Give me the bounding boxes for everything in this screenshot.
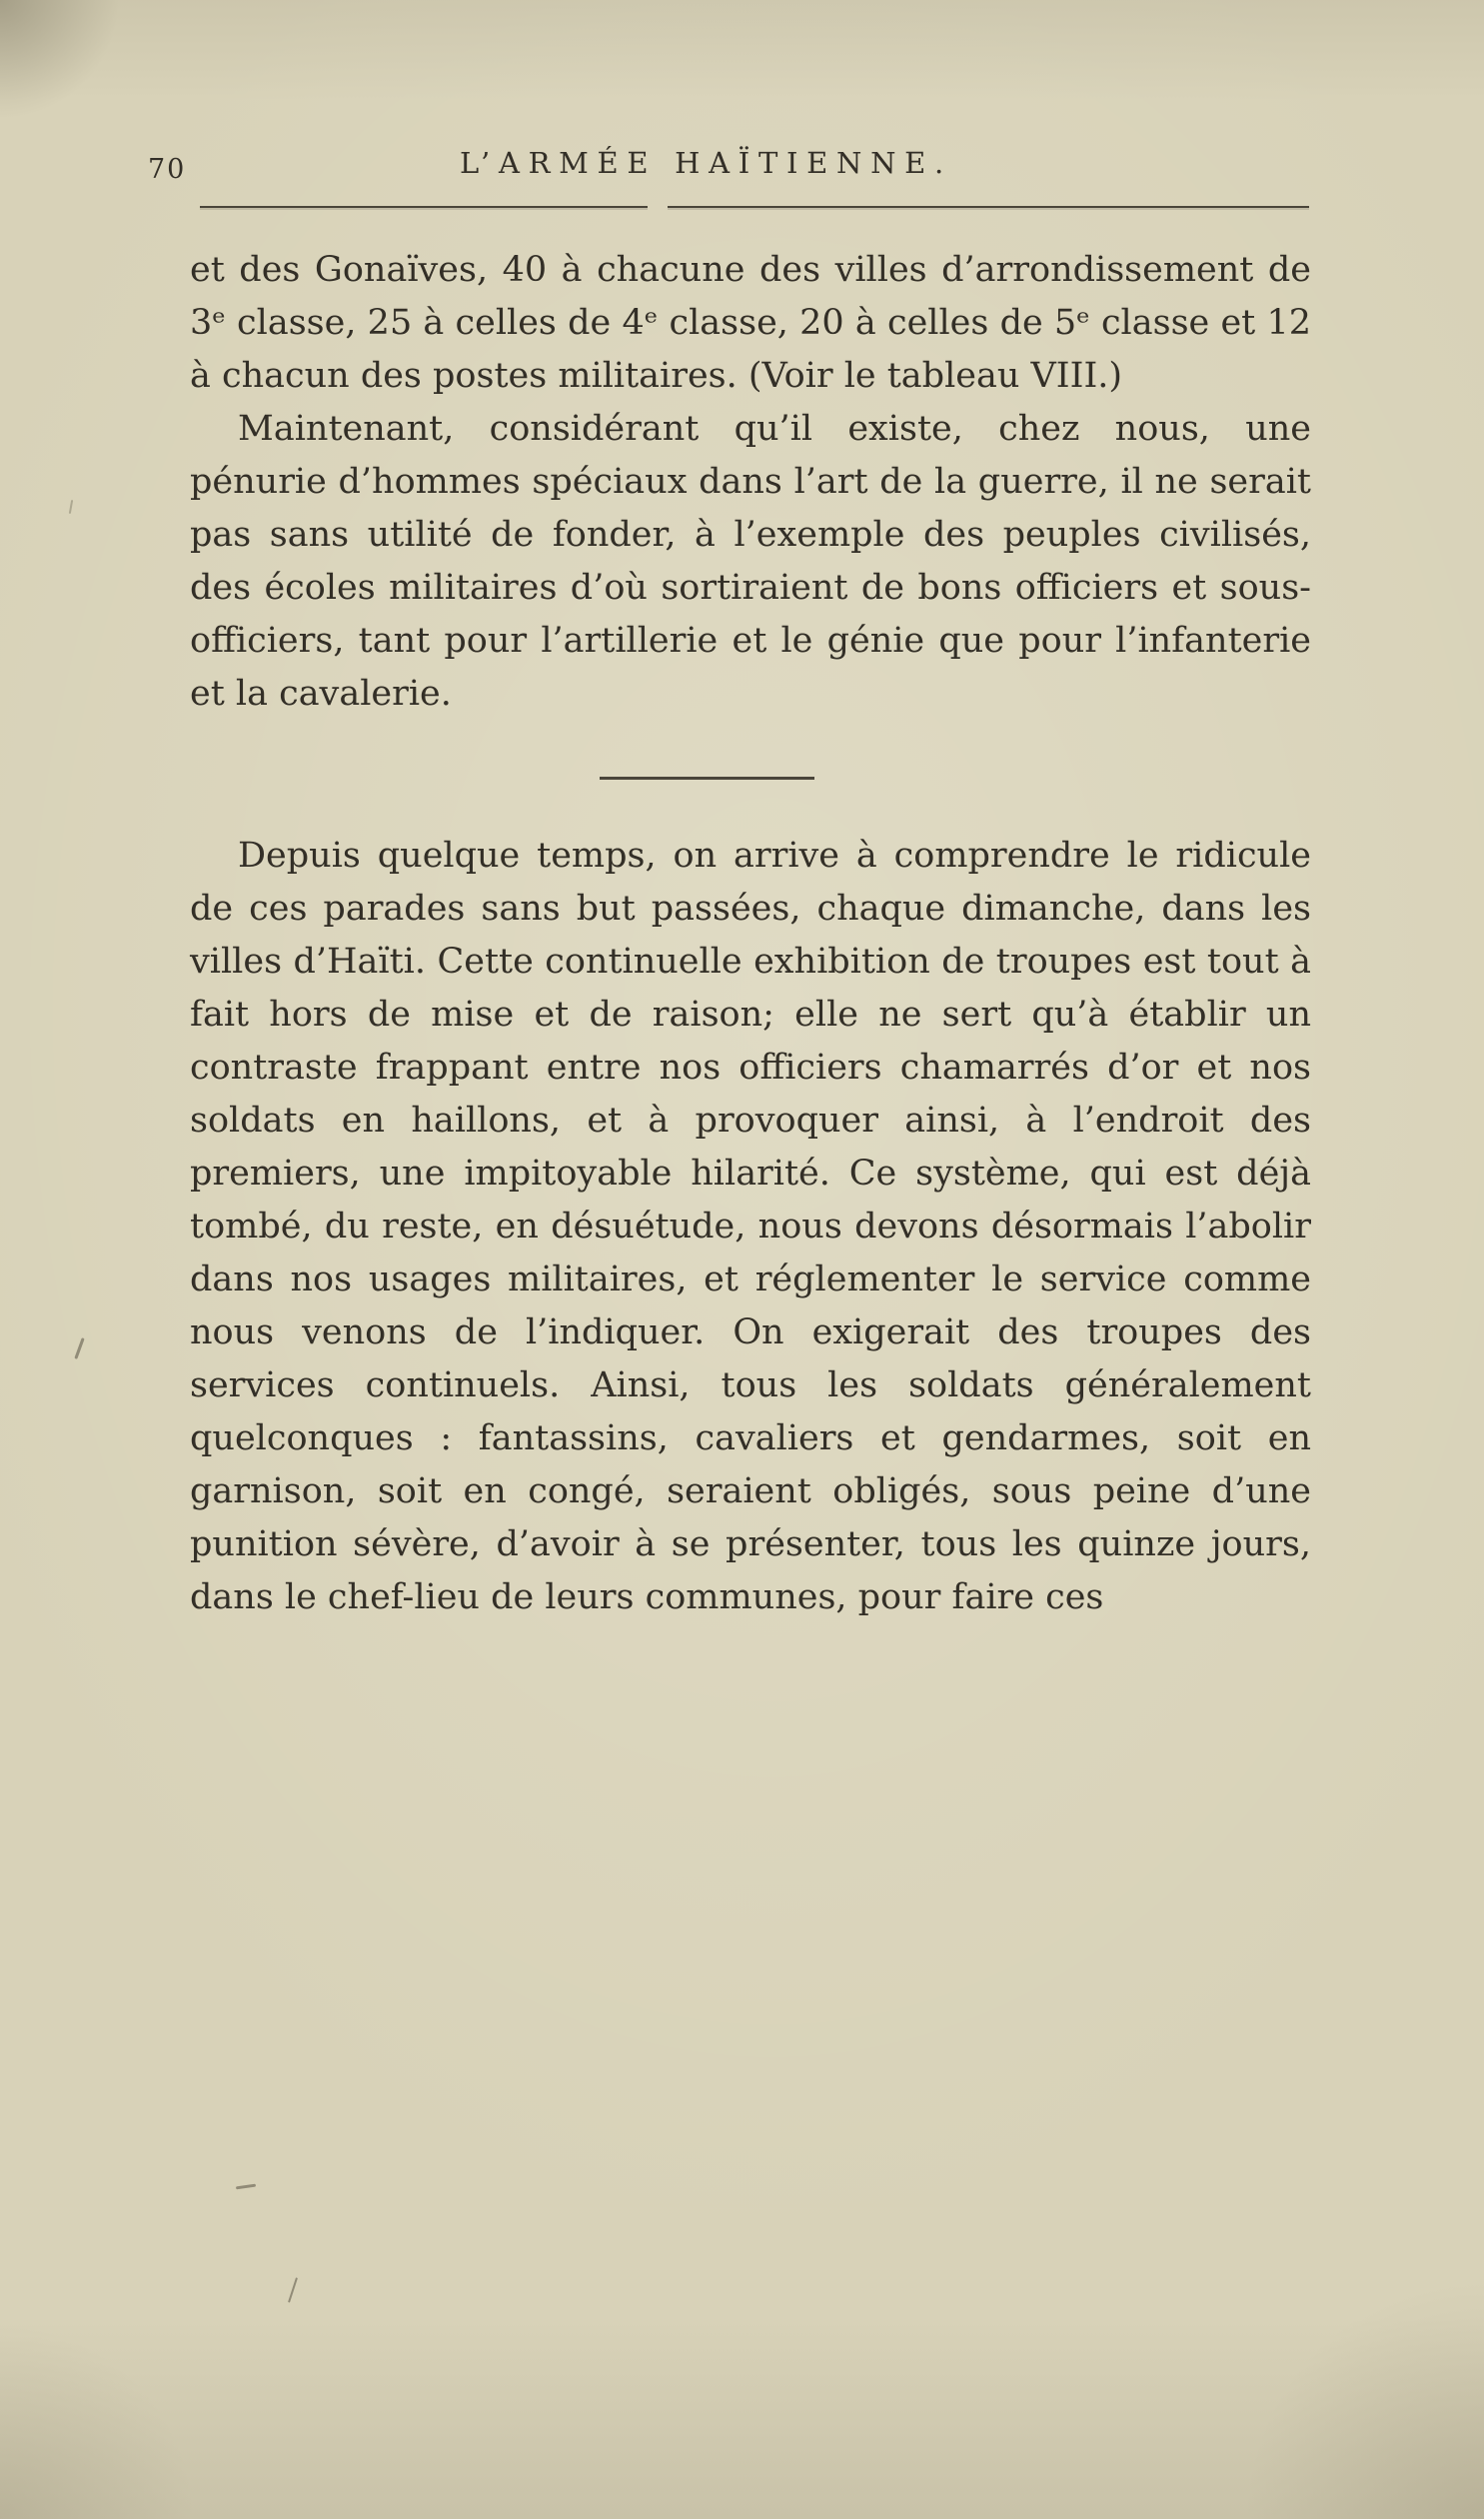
header-rule-left-segment — [200, 206, 648, 208]
running-title: L’ARMÉE HAÏTIENNE. — [460, 146, 952, 180]
scan-artifact — [288, 2277, 298, 2302]
paragraph-continuation: et des Gonaïves, 40 à chacune des villes d’arrondissement de 3ᵉ classe, 25 à celles de 4ᵉ classe, 20 à celles de 5ᵉ classe et 12 à chacun des postes militaires. (Voir le tableau VIII.) — [190, 250, 1311, 396]
page-header — [148, 146, 1264, 188]
header-rule-right-segment — [668, 206, 1309, 208]
scan-artifact — [236, 2184, 256, 2190]
scan-artifact — [74, 1337, 84, 1359]
section-divider-rule — [600, 777, 814, 780]
header-rule — [200, 206, 1309, 208]
text-block — [190, 244, 1311, 1624]
scan-artifact — [69, 500, 73, 514]
paragraph-parades: Depuis quelque temps, on arrive à comprendre le ridicule de ces parades sans but passées, chaque dimanche, dans les villes d’Haïti. Cette continuelle exhibition de troupes est tout à fait hors de mise et de raison; elle ne sert qu’à établir un contraste frappant entre nos officiers chamarrés d’or et nos soldats en haillons, et à provoquer ainsi, à l’endroit des premiers, une impitoyable hilarité. Ce système, qui est déjà tombé, du reste, en désuétude, nous devons désormais l’abolir dans nos usages militaires, et réglementer le service comme nous venons de l’indiquer. On exigerait des troupes des services continuels. Ainsi, tous les soldats généralement quelconques : fantassins, cavaliers et gendarmes, soit en garnison, soit en congé, seraient obligés, sous peine d’une punition sévère, d’avoir à se présenter, tous les quinze jours, dans le chef-lieu de leurs communes, pour faire ces — [190, 836, 1311, 1617]
paragraph-military-schools: Maintenant, considérant qu’il existe, chez nous, une pénurie d’hommes spéciaux dans l’art de la guerre, il ne serait pas sans utilité de fonder, à l’exemple des peuples civilisés, des écoles militaires d’où sortiraient de bons officiers et sous-officiers, tant pour l’artillerie et le génie que pour l’infanterie et la cavalerie. — [190, 409, 1311, 714]
page-number: 70 — [148, 154, 187, 185]
